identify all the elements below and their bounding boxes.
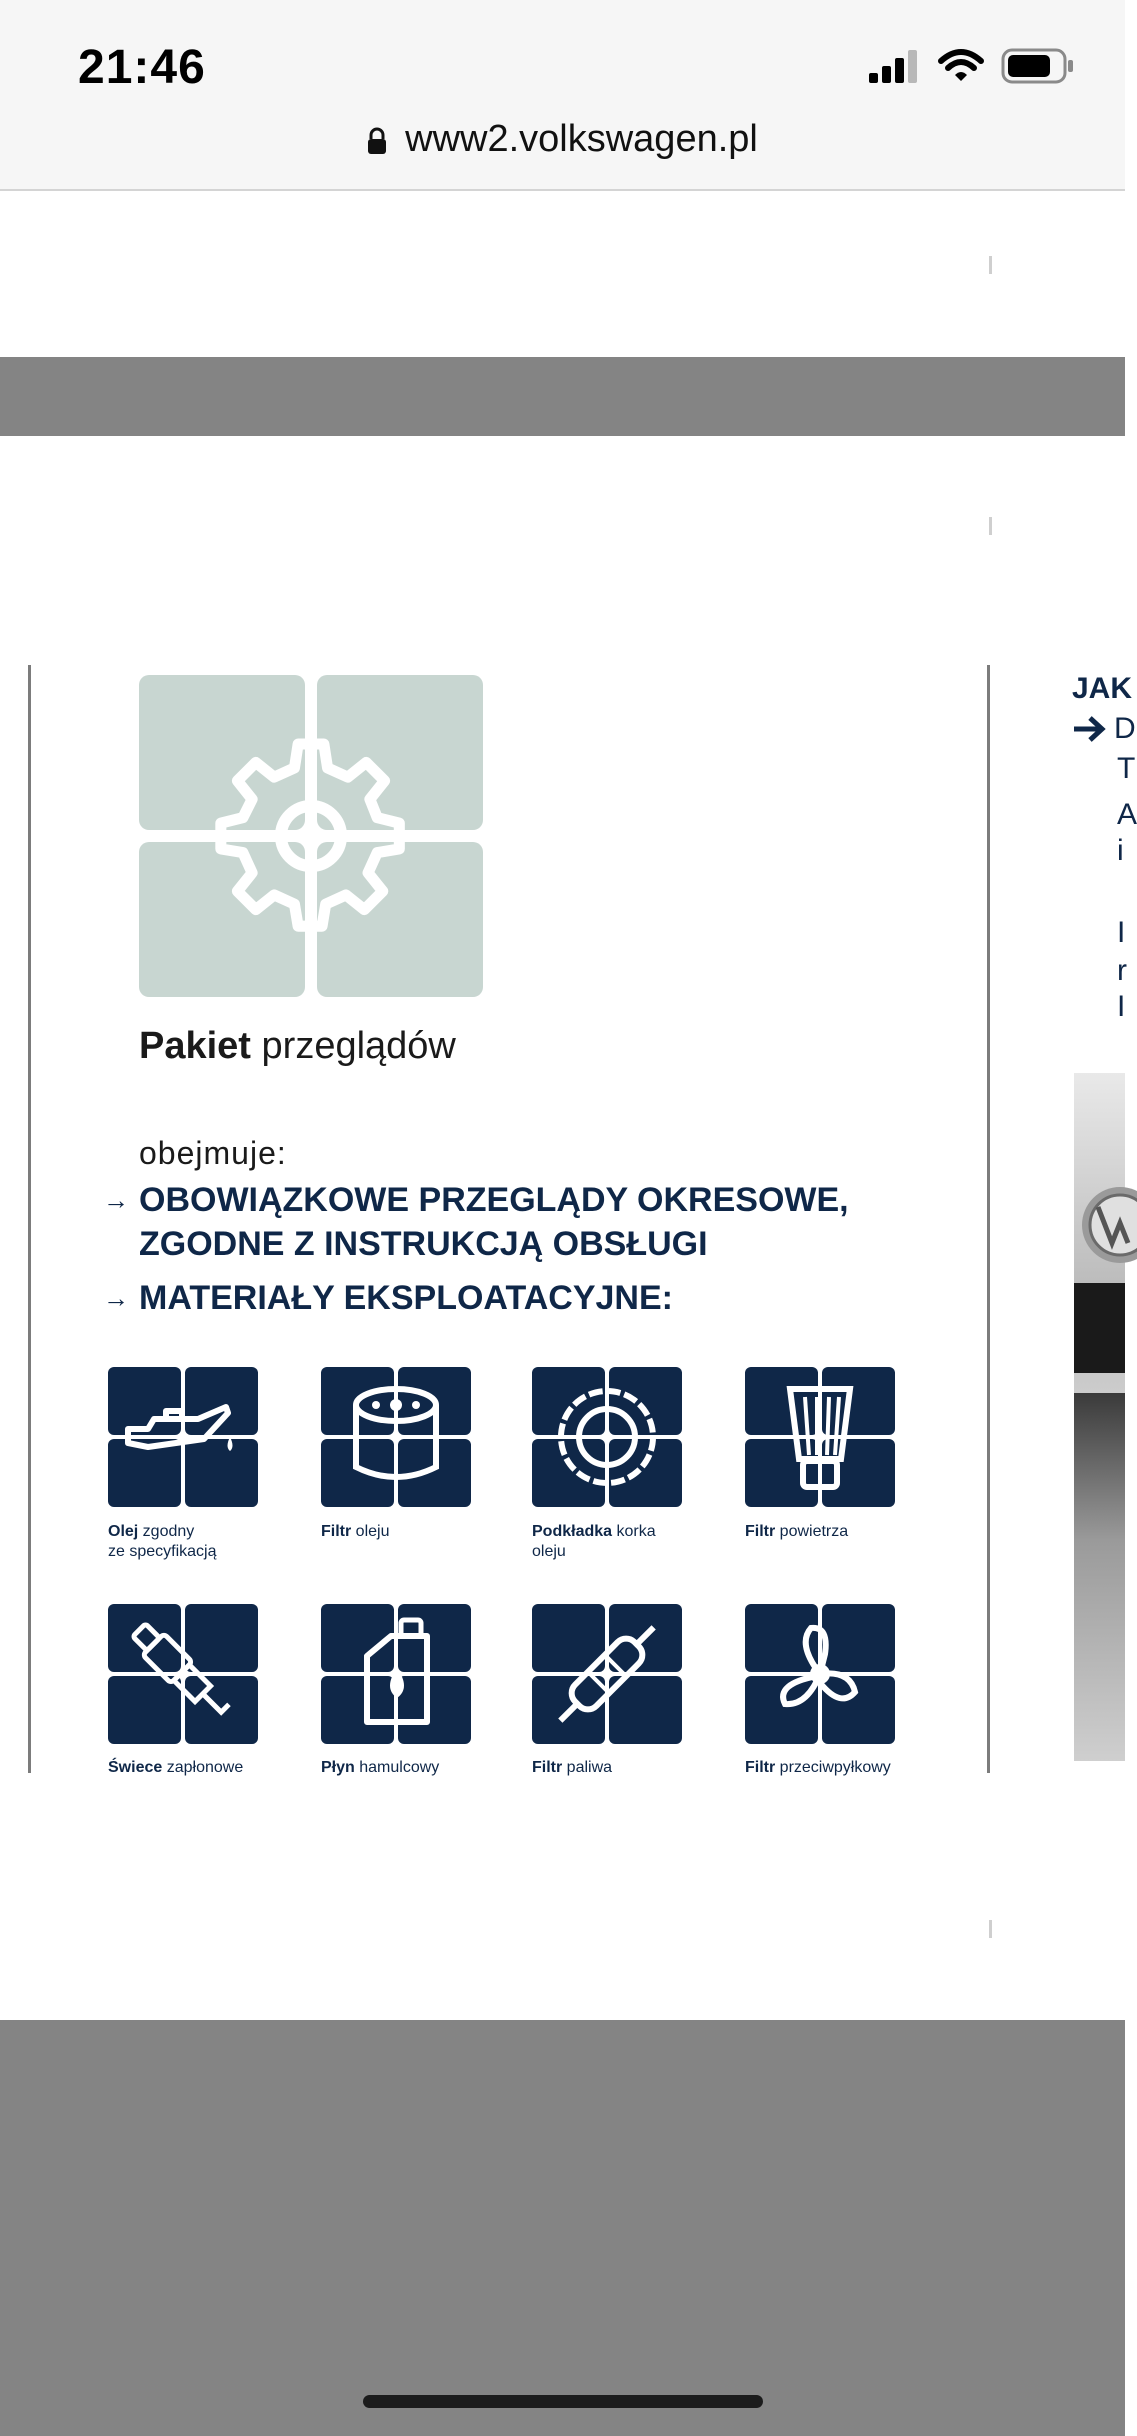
- photo-shadow: [1074, 1393, 1125, 1761]
- grey-footer: [0, 2020, 1125, 2436]
- oil-filter-icon: [321, 1367, 471, 1507]
- battery-icon: [1001, 48, 1075, 84]
- arrow-right-icon: [1072, 712, 1106, 746]
- cropped-text: I: [1117, 990, 1126, 1023]
- fuel-filter-icon: [532, 1604, 682, 1744]
- signal-icon: [869, 49, 921, 83]
- cropped-photo: [1074, 1073, 1125, 1761]
- gear-icon: [139, 675, 483, 997]
- lock-icon: [367, 127, 387, 155]
- cropped-text: i: [1117, 834, 1124, 867]
- pollen-filter-icon: [745, 1604, 895, 1744]
- divider-tick: [989, 517, 992, 535]
- next-slide-heading: JAK: [1072, 672, 1133, 705]
- cropped-text: r: [1117, 954, 1127, 987]
- item-caption-fuel-filter: Filtr paliwa: [532, 1759, 613, 1776]
- home-indicator[interactable]: [363, 2395, 763, 2408]
- status-time: 21:46: [78, 41, 206, 94]
- item-caption-oil: Olej zgodny ze specyfikacją: [108, 1523, 217, 1560]
- cropped-text: D: [1114, 712, 1136, 745]
- arrow-right-icon: →: [103, 1185, 129, 1215]
- washer-icon: [532, 1367, 682, 1507]
- cropped-text: A: [1117, 798, 1137, 831]
- air-filter-icon: [745, 1367, 895, 1507]
- slide-border-right: [987, 665, 990, 1773]
- item-caption-pollen-filter: Filtr przeciwpyłkowy: [745, 1759, 891, 1776]
- divider-tick: [989, 256, 992, 274]
- item-caption-air-filter: Filtr powietrza: [745, 1523, 849, 1540]
- browser-top-bar: [0, 0, 1125, 191]
- arrow-right-icon: →: [103, 1283, 129, 1313]
- divider-tick: [989, 1920, 992, 1938]
- photo-shadow: [1074, 1283, 1125, 1373]
- slide-border-left: [28, 665, 31, 1773]
- spark-plug-icon: [108, 1604, 258, 1744]
- item-caption-spark-plugs: Świece zapłonowe: [108, 1759, 244, 1776]
- vw-logo-icon: [1074, 1185, 1125, 1265]
- cropped-text: T: [1117, 752, 1136, 785]
- brake-fluid-icon: [321, 1604, 471, 1744]
- cropped-text: I: [1117, 916, 1126, 949]
- item-caption-washer: Podkładka korka oleju: [532, 1523, 656, 1560]
- url-bar[interactable]: [0, 118, 1125, 161]
- status-icons: [869, 48, 1075, 84]
- wifi-icon: [939, 49, 983, 83]
- oil-can-icon: [108, 1367, 258, 1507]
- package-title: Pakiet przeglądów: [139, 1025, 456, 1067]
- url-text: www2.volkswagen.pl: [405, 118, 758, 160]
- item-caption-brake-fluid: Płyn hamulcowy: [321, 1759, 440, 1776]
- package-intro: obejmuje:: [139, 1135, 287, 1171]
- item-caption-oil-filter: Filtr oleju: [321, 1523, 390, 1540]
- grey-band: [0, 357, 1125, 436]
